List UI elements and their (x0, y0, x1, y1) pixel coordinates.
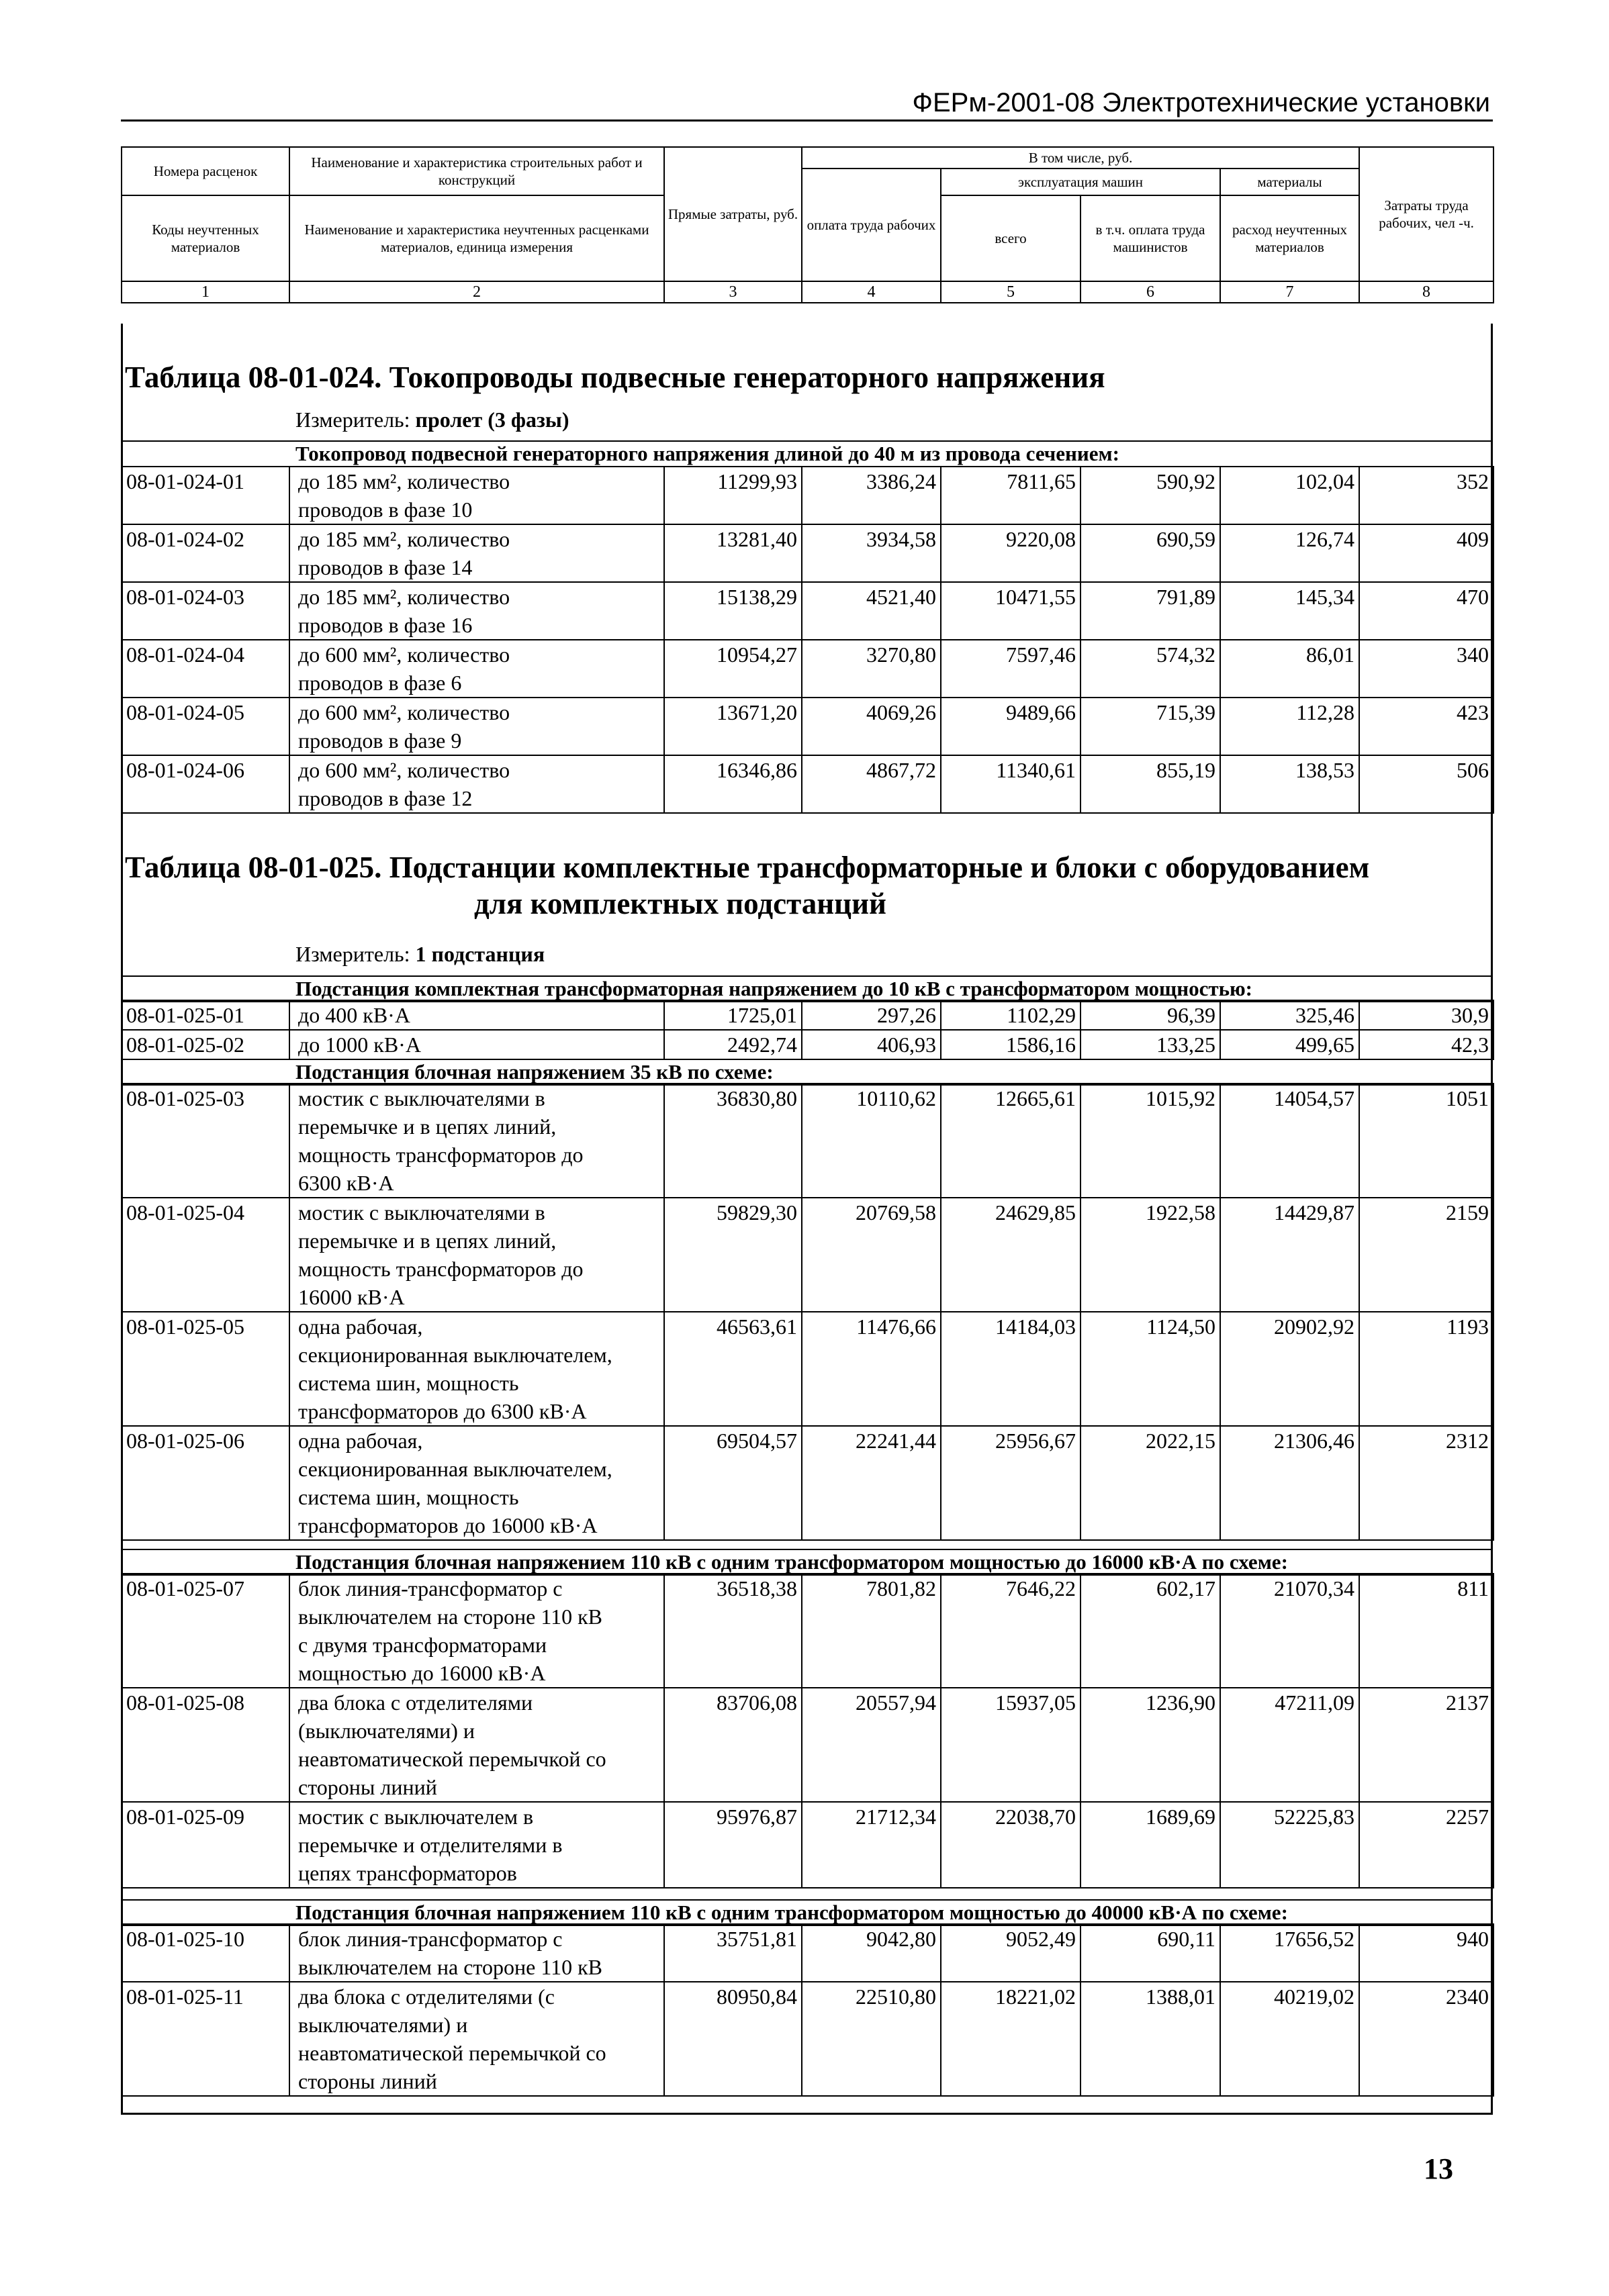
direct-costs-value: 69504,57 (664, 1426, 802, 1540)
machines-total-value: 18221,02 (941, 1982, 1081, 2096)
table-025-measure: Измеритель: 1 подстанция (295, 942, 545, 966)
description-line: выключателем на стороне 110 кВ (298, 1605, 603, 1629)
rate-code: 08-01-025-07 (122, 1574, 289, 1688)
col-number: 1 (122, 281, 289, 303)
rate-code: 08-01-025-04 (122, 1198, 289, 1312)
work-description (289, 755, 664, 813)
work-description (289, 1198, 664, 1312)
machinists-pay-value: 2022,15 (1081, 1426, 1220, 1540)
materials-value: 325,46 (1220, 1000, 1359, 1030)
description-line: мощностью до 16000 кВ·А (298, 1661, 546, 1685)
description-line: с двумя трансформаторами (298, 1633, 547, 1657)
description-line: стороны линий (298, 2069, 437, 2093)
table-025-section-10kv: Подстанция комплектная трансформаторная напряжением до 10 кВ с трансформатором мощностью: (121, 975, 1493, 1002)
labor-value: 1051 (1359, 1084, 1493, 1198)
description-line: до 185 мм², количество (298, 585, 510, 609)
description-line: проводов в фазе 16 (298, 613, 473, 637)
description-line: трансформаторов до 16000 кВ·А (298, 1513, 598, 1537)
table-024-section: Токопровод подвесной генераторного напряжения длиной до 40 м из провода сечением: (121, 440, 1493, 467)
workers-pay-value: 11476,66 (802, 1312, 941, 1426)
machinists-pay-value: 1236,90 (1081, 1688, 1220, 1802)
table-024-rows (121, 466, 1494, 814)
workers-pay-value: 3934,58 (802, 524, 941, 582)
table-row (122, 755, 1493, 813)
description-line: мостик с выключателями в (298, 1200, 545, 1225)
work-description (289, 467, 664, 524)
direct-costs-value: 36830,80 (664, 1084, 802, 1198)
description-line: неавтоматической перемычкой со (298, 1747, 606, 1771)
machinists-pay-value: 574,32 (1081, 640, 1220, 698)
description-line: проводов в фазе 14 (298, 555, 473, 579)
description-line: одна рабочая, (298, 1314, 423, 1339)
materials-value: 102,04 (1220, 467, 1359, 524)
machinists-pay-value: 1124,50 (1081, 1312, 1220, 1426)
rate-code: 08-01-025-01 (122, 1000, 289, 1030)
description-line: (выключателями) и (298, 1719, 475, 1743)
work-description (289, 1426, 664, 1540)
work-description (289, 698, 664, 755)
table-row (122, 524, 1493, 582)
work-description (289, 1688, 664, 1802)
workers-pay-value: 22510,80 (802, 1982, 941, 2096)
materials-value: 499,65 (1220, 1030, 1359, 1059)
labor-value: 42,3 (1359, 1030, 1493, 1059)
description-line: система шин, мощность (298, 1485, 519, 1509)
workers-pay-value: 20769,58 (802, 1198, 941, 1312)
description-line: 6300 кВ·А (298, 1171, 394, 1195)
direct-costs-value: 35751,81 (664, 1924, 802, 1982)
machinists-pay-value: 690,59 (1081, 524, 1220, 582)
labor-value: 940 (1359, 1924, 1493, 1982)
machines-total-value: 24629,85 (941, 1198, 1081, 1312)
hdr-machines-total: всего (941, 195, 1081, 281)
workers-pay-value: 406,93 (802, 1030, 941, 1059)
hdr-including: В том числе, руб. (802, 147, 1359, 169)
machinists-pay-value: 1388,01 (1081, 1982, 1220, 2096)
workers-pay-value: 4069,26 (802, 698, 941, 755)
rate-code: 08-01-025-08 (122, 1688, 289, 1802)
rate-code: 08-01-025-10 (122, 1924, 289, 1982)
direct-costs-value: 36518,38 (664, 1574, 802, 1688)
table-row (122, 1084, 1493, 1198)
table-row (122, 1000, 1493, 1030)
description-line: система шин, мощность (298, 1371, 519, 1395)
description-line: блок линия-трансформатор с (298, 1576, 563, 1600)
hdr-name-bottom: Наименование и характеристика неучтенных расценками материалов, единица измерения (289, 195, 664, 281)
machines-total-value: 25956,67 (941, 1426, 1081, 1540)
description-line: до 400 кВ·А (298, 1003, 410, 1027)
description-line: трансформаторов до 6300 кВ·А (298, 1399, 587, 1423)
table-row (122, 640, 1493, 698)
machinists-pay-value: 791,89 (1081, 582, 1220, 640)
machines-total-value: 11340,61 (941, 755, 1081, 813)
direct-costs-value: 80950,84 (664, 1982, 802, 2096)
machines-total-value: 1102,29 (941, 1000, 1081, 1030)
rate-code: 08-01-025-02 (122, 1030, 289, 1059)
direct-costs-value: 15138,29 (664, 582, 802, 640)
work-description (289, 524, 664, 582)
work-description (289, 1982, 664, 2096)
workers-pay-value: 7801,82 (802, 1574, 941, 1688)
description-line: до 600 мм², количество (298, 700, 510, 724)
workers-pay-value: 22241,44 (802, 1426, 941, 1540)
direct-costs-value: 16346,86 (664, 755, 802, 813)
description-line: два блока с отделителями (с (298, 1984, 555, 2009)
direct-costs-value: 46563,61 (664, 1312, 802, 1426)
workers-pay-value: 4867,72 (802, 755, 941, 813)
labor-value: 506 (1359, 755, 1493, 813)
work-description (289, 1574, 664, 1688)
workers-pay-value: 4521,40 (802, 582, 941, 640)
work-description (289, 1000, 664, 1030)
rate-code: 08-01-025-06 (122, 1426, 289, 1540)
machines-total-value: 14184,03 (941, 1312, 1081, 1426)
col-number: 6 (1081, 281, 1220, 303)
materials-value: 145,34 (1220, 582, 1359, 640)
page-number: 13 (1424, 2152, 1453, 2185)
labor-value: 409 (1359, 524, 1493, 582)
materials-value: 112,28 (1220, 698, 1359, 755)
description-line: мостик с выключателем в (298, 1805, 534, 1829)
machines-total-value: 15937,05 (941, 1688, 1081, 1802)
direct-costs-value: 2492,74 (664, 1030, 802, 1059)
column-header-table (121, 146, 1494, 303)
materials-value: 14429,87 (1220, 1198, 1359, 1312)
workers-pay-value: 9042,80 (802, 1924, 941, 1982)
labor-value: 30,9 (1359, 1000, 1493, 1030)
labor-value: 423 (1359, 698, 1493, 755)
description-line: стороны линий (298, 1775, 437, 1799)
machines-total-value: 1586,16 (941, 1030, 1081, 1059)
machines-total-value: 9489,66 (941, 698, 1081, 755)
hdr-codes-bottom: Коды неучтенных материалов (122, 195, 289, 281)
labor-value: 811 (1359, 1574, 1493, 1688)
labor-value: 470 (1359, 582, 1493, 640)
work-description (289, 582, 664, 640)
direct-costs-value: 13671,20 (664, 698, 802, 755)
direct-costs-value: 95976,87 (664, 1802, 802, 1888)
workers-pay-value: 20557,94 (802, 1688, 941, 1802)
rate-code: 08-01-025-09 (122, 1802, 289, 1888)
materials-value: 21306,46 (1220, 1426, 1359, 1540)
labor-value: 340 (1359, 640, 1493, 698)
table-row (122, 1924, 1493, 1982)
description-line: до 185 мм², количество (298, 469, 510, 493)
work-description (289, 1802, 664, 1888)
description-line: мощность трансформаторов до (298, 1143, 584, 1167)
description-line: выключателем на стороне 110 кВ (298, 1955, 603, 1979)
description-line: неавтоматической перемычкой со (298, 2041, 606, 2065)
table-025-rows-110kv-40000 (121, 1923, 1494, 2097)
col-number: 2 (289, 281, 664, 303)
direct-costs-value: 1725,01 (664, 1000, 802, 1030)
machinists-pay-value: 1922,58 (1081, 1198, 1220, 1312)
labor-value: 2257 (1359, 1802, 1493, 1888)
table-025-title: Таблица 08-01-025. Подстанции комплектные трансформаторные и блоки с оборудованием для комплектных подстанций (125, 851, 1370, 920)
table-025-section-110kv-16000: Подстанция блочная напряжением 110 кВ с одним трансформатором мощностью до 16000 кВ·А по схеме: (121, 1549, 1493, 1576)
labor-value: 1193 (1359, 1312, 1493, 1426)
table-row (122, 582, 1493, 640)
work-description (289, 1030, 664, 1059)
description-line: выключателями) и (298, 2013, 468, 2037)
description-line: мостик с выключателями в (298, 1086, 545, 1110)
machines-total-value: 9052,49 (941, 1924, 1081, 1982)
description-line: блок линия-трансформатор с (298, 1927, 563, 1951)
col-number: 7 (1220, 281, 1359, 303)
work-description (289, 1312, 664, 1426)
col-number: 4 (802, 281, 941, 303)
table-024-measure: Измеритель: пролет (3 фазы) (295, 408, 569, 432)
materials-value: 126,74 (1220, 524, 1359, 582)
description-line: проводов в фазе 12 (298, 786, 473, 810)
col-number: 3 (664, 281, 802, 303)
labor-value: 2340 (1359, 1982, 1493, 2096)
description-line: секционированная выключателем, (298, 1457, 612, 1481)
description-line: перемычке и отделителями в (298, 1833, 563, 1857)
machinists-pay-value: 602,17 (1081, 1574, 1220, 1688)
materials-value: 17656,52 (1220, 1924, 1359, 1982)
machines-total-value: 12665,61 (941, 1084, 1081, 1198)
table-row (122, 1198, 1493, 1312)
description-line: одна рабочая, (298, 1429, 423, 1453)
hdr-machines: эксплуатация машин (941, 169, 1220, 195)
machinists-pay-value: 1015,92 (1081, 1084, 1220, 1198)
workers-pay-value: 3270,80 (802, 640, 941, 698)
page-header (121, 79, 1493, 122)
col-number: 5 (941, 281, 1081, 303)
hdr-direct-costs: Прямые затраты, руб. (664, 147, 802, 281)
labor-value: 2159 (1359, 1198, 1493, 1312)
direct-costs-value: 83706,08 (664, 1688, 802, 1802)
description-line: два блока с отделителями (298, 1690, 533, 1715)
hdr-name-top: Наименование и характеристика строительных работ и конструкций (289, 147, 664, 195)
hdr-machines-pay: в т.ч. оплата труда машинистов (1081, 195, 1220, 281)
table-row (122, 1030, 1493, 1059)
workers-pay-value: 3386,24 (802, 467, 941, 524)
machinists-pay-value: 590,92 (1081, 467, 1220, 524)
workers-pay-value: 10110,62 (802, 1084, 941, 1198)
materials-value: 86,01 (1220, 640, 1359, 698)
table-row (122, 1688, 1493, 1802)
table-025-rows-35kv (121, 1083, 1494, 1541)
hdr-codes-top: Номера расценок (122, 147, 289, 195)
direct-costs-value: 59829,30 (664, 1198, 802, 1312)
labor-value: 352 (1359, 467, 1493, 524)
col-number: 8 (1359, 281, 1493, 303)
machines-total-value: 7597,46 (941, 640, 1081, 698)
hdr-materials: материалы (1220, 169, 1359, 195)
materials-value: 52225,83 (1220, 1802, 1359, 1888)
table-025-rows-10kv (121, 1000, 1494, 1060)
rate-code: 08-01-024-04 (122, 640, 289, 698)
description-line: мощность трансформаторов до (298, 1257, 584, 1281)
description-line: до 600 мм², количество (298, 642, 510, 667)
table-row (122, 1982, 1493, 2096)
machinists-pay-value: 690,11 (1081, 1924, 1220, 1982)
description-line: перемычке и в цепях линий, (298, 1229, 557, 1253)
labor-value: 2137 (1359, 1688, 1493, 1802)
machines-total-value: 9220,08 (941, 524, 1081, 582)
description-line: проводов в фазе 10 (298, 497, 473, 522)
materials-value: 138,53 (1220, 755, 1359, 813)
workers-pay-value: 21712,34 (802, 1802, 941, 1888)
rate-code: 08-01-025-05 (122, 1312, 289, 1426)
rate-code: 08-01-024-06 (122, 755, 289, 813)
description-line: до 1000 кВ·А (298, 1033, 421, 1057)
table-025-rows-110kv-16000 (121, 1573, 1494, 1888)
hdr-labor: Затраты труда рабочих, чел -ч. (1359, 147, 1493, 281)
table-row (122, 1426, 1493, 1540)
table-row (122, 467, 1493, 524)
machines-total-value: 7811,65 (941, 467, 1081, 524)
table-row (122, 698, 1493, 755)
materials-value: 47211,09 (1220, 1688, 1359, 1802)
materials-value: 21070,34 (1220, 1574, 1359, 1688)
description-line: перемычке и в цепях линий, (298, 1114, 557, 1139)
description-line: цепях трансформаторов (298, 1861, 517, 1885)
rate-code: 08-01-024-02 (122, 524, 289, 582)
labor-value: 2312 (1359, 1426, 1493, 1540)
materials-value: 14054,57 (1220, 1084, 1359, 1198)
description-line: проводов в фазе 9 (298, 728, 462, 753)
rate-code: 08-01-024-05 (122, 698, 289, 755)
table-row (122, 1802, 1493, 1888)
machines-total-value: 22038,70 (941, 1802, 1081, 1888)
rate-code: 08-01-024-03 (122, 582, 289, 640)
machinists-pay-value: 96,39 (1081, 1000, 1220, 1030)
description-line: 16000 кВ·А (298, 1285, 405, 1309)
rate-code: 08-01-025-11 (122, 1982, 289, 2096)
machines-total-value: 7646,22 (941, 1574, 1081, 1688)
work-description (289, 640, 664, 698)
machinists-pay-value: 715,39 (1081, 698, 1220, 755)
hdr-materials-unaccounted: расход неучтенных материалов (1220, 195, 1359, 281)
description-line: до 600 мм², количество (298, 758, 510, 782)
table-row (122, 1312, 1493, 1426)
direct-costs-value: 10954,27 (664, 640, 802, 698)
table-row (122, 1574, 1493, 1688)
description-line: до 185 мм², количество (298, 527, 510, 551)
machinists-pay-value: 855,19 (1081, 755, 1220, 813)
work-description (289, 1084, 664, 1198)
direct-costs-value: 11299,93 (664, 467, 802, 524)
hdr-workers-pay: оплата труда рабочих (802, 169, 941, 281)
materials-value: 40219,02 (1220, 1982, 1359, 2096)
description-line: секционированная выключателем, (298, 1343, 612, 1367)
work-description (289, 1924, 664, 1982)
machines-total-value: 10471,55 (941, 582, 1081, 640)
rate-code: 08-01-025-03 (122, 1084, 289, 1198)
machinists-pay-value: 1689,69 (1081, 1802, 1220, 1888)
rate-code: 08-01-024-01 (122, 467, 289, 524)
workers-pay-value: 297,26 (802, 1000, 941, 1030)
document-title: ФЕРм-2001-08 Электротехнические установки (912, 88, 1490, 117)
description-line: проводов в фазе 6 (298, 671, 462, 695)
table-024-title: Таблица 08-01-024. Токопроводы подвесные генераторного напряжения (125, 361, 1105, 394)
direct-costs-value: 13281,40 (664, 524, 802, 582)
table-025-section-35kv: Подстанция блочная напряжением 35 кВ по схеме: (121, 1059, 1493, 1086)
materials-value: 20902,92 (1220, 1312, 1359, 1426)
machinists-pay-value: 133,25 (1081, 1030, 1220, 1059)
table-025-section-110kv-40000: Подстанция блочная напряжением 110 кВ с одним трансформатором мощностью до 40000 кВ·А по схеме: (121, 1899, 1493, 1926)
